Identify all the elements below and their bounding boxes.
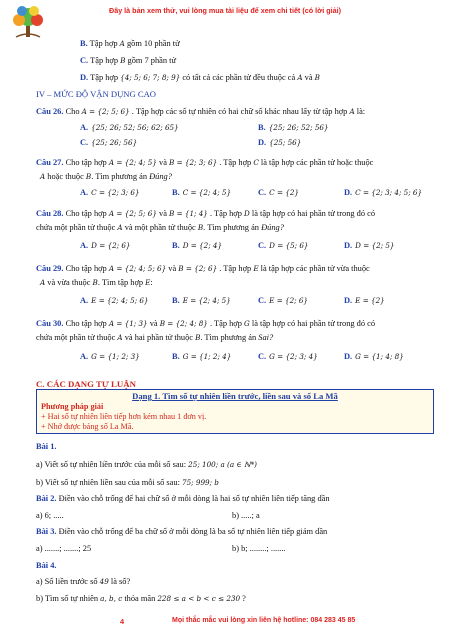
bai1-part-b: b) Viết số tự nhiên liền sau của mỗi số sau: 75; 999; b <box>36 478 219 487</box>
q27-option-b[interactable]: B. C = {2; 4; 5} <box>172 188 232 197</box>
method-box-line2: + Nhớ được bảng số La Mã. <box>41 422 134 431</box>
question-27: Câu 27. Cho tập hợp A = {2; 4; 5} và B = {2; 3; 6} . Tập hợp C là tập hợp các phần tử hoặc thuộc <box>36 158 374 167</box>
bai2-part-a: a) 6; ..... <box>36 511 64 520</box>
page-number: 4 <box>120 617 125 626</box>
bai1-title: Bài 1. <box>36 442 57 451</box>
q29-option-a[interactable]: A. E = {2; 4; 5; 6} <box>80 296 149 305</box>
header-banner: Đây là bản xem thử, vui lòng mua tài liệu để xem chi tiết (có lời giải) <box>109 6 341 15</box>
q29-option-c[interactable]: C. E = {2; 6} <box>258 296 308 305</box>
method-box <box>36 389 434 434</box>
question-28: Câu 28. Cho tập hợp A = {2; 5; 6} và B = {1; 4} . Tập hợp D là tập hợp có hai phần tử trong đó có <box>36 209 376 218</box>
bai3-part-b: b) b; ........; ....... <box>232 544 286 553</box>
bai1-part-a: a) Viết số tự nhiên liền trước của mỗi số sau: 25; 100; a (a ∈ ℕ*) <box>36 460 257 469</box>
bai4-part-a: a) Số liền trước số 49 là số? <box>36 577 131 586</box>
q26-option-b[interactable]: B. {25; 26; 52; 56} <box>258 123 329 132</box>
q29-option-d[interactable]: D. E = {2} <box>344 296 385 305</box>
section-c-heading: C. CÁC DẠNG TỰ LUẬN <box>36 379 136 389</box>
question-30-line2: chứa một phần tử thuộc A và hai phần tử thuộc B. Tìm phương án Sai? <box>36 333 274 342</box>
prev-option-d[interactable]: D. Tập hợp {4; 5; 6; 7; 8; 9} có tất cả các phần tử đều thuộc cả A và B <box>80 73 320 82</box>
question-29-line2: A và vừa thuộc B. Tìm tập hợp E: <box>40 278 153 287</box>
q29-option-b[interactable]: B. E = {2; 4; 5} <box>172 296 231 305</box>
q30-option-a[interactable]: A. G = {1; 2; 3} <box>80 352 140 361</box>
section-iv-heading: IV – MỨC ĐỘ VẬN DỤNG CAO <box>36 89 156 99</box>
footer-hotline: Mọi thắc mắc vui lòng xin liên hệ hotline: 084 283 45 85 <box>172 617 356 624</box>
bai2: Bài 2. Điền vào chỗ trống để hai chữ số ở mỗi dòng là hai số tự nhiên liên tiếp tăng dần <box>36 494 330 503</box>
q28-option-a[interactable]: A. D = {2; 6} <box>80 241 131 250</box>
bai3: Bài 3. Điền vào chỗ trống để ba chữ số ở mỗi dòng là ba số tự nhiên liên tiếp giảm dần <box>36 527 328 536</box>
q28-option-b[interactable]: B. D = {2; 4} <box>172 241 223 250</box>
question-26: Câu 26. Cho A = {2; 5; 6} . Tập hợp các số tự nhiên có hai chữ số khác nhau lấy từ tập hợp A là: <box>36 107 366 116</box>
method-box-title: Dạng 1. Tìm số tự nhiên liền trước, liền sau và số La Mã <box>132 391 338 401</box>
question-27-line2: A hoặc thuộc B. Tìm phương án Đúng? <box>40 172 172 181</box>
q26-option-c[interactable]: C. {25; 26; 56} <box>80 138 138 147</box>
q26-option-d[interactable]: D. {25; 56} <box>258 138 302 147</box>
bai4-part-b: b) Tìm số tự nhiên a, b, c thỏa mãn 228 ≤ a < b < c ≤ 230 ? <box>36 594 246 603</box>
question-30: Câu 30. Cho tập hợp A = {1; 3} và B = {2; 4; 8} . Tập hợp G là tập hợp có hai phần tử trong đó có <box>36 319 376 328</box>
prev-option-c[interactable]: C. Tập hợp B gồm 7 phần tử <box>80 56 177 65</box>
prev-option-b[interactable]: B. Tập hợp A gồm 10 phần tử <box>80 39 180 48</box>
bai3-part-a: a) .......; .......; 25 <box>36 544 92 553</box>
q27-option-c[interactable]: C. C = {2} <box>258 188 299 197</box>
question-29: Câu 29. Cho tập hợp A = {2; 4; 5; 6} và B = {2; 6} . Tập hợp E là tập hợp các phần tử vừa thuộc <box>36 264 370 273</box>
q30-option-d[interactable]: D. G = {1; 4; 8} <box>344 352 404 361</box>
q28-option-c[interactable]: C. D = {5; 6} <box>258 241 309 250</box>
q28-option-d[interactable]: D. D = {2; 5} <box>344 241 395 250</box>
q26-option-a[interactable]: A. {25; 26; 52; 56; 62; 65} <box>80 123 179 132</box>
bai2-part-b: b) .....; a <box>232 511 260 520</box>
q30-option-b[interactable]: B. G = {1; 2; 4} <box>172 352 232 361</box>
question-28-line2: chứa một phần tử thuộc A và một phần tử thuộc B. Tìm phương án Đúng? <box>36 223 284 232</box>
bai4-title: Bài 4. <box>36 561 57 570</box>
q27-option-a[interactable]: A. C = {2; 3; 6} <box>80 188 140 197</box>
q27-option-d[interactable]: D. C = {2; 3; 4; 5; 6} <box>344 188 423 197</box>
method-box-heading: Phương pháp giải <box>41 402 104 411</box>
q30-option-c[interactable]: C. G = {2; 3; 4} <box>258 352 318 361</box>
method-box-line1: + Hai số tự nhiên liên tiếp hơn kém nhau 1 đơn vị. <box>41 412 207 421</box>
